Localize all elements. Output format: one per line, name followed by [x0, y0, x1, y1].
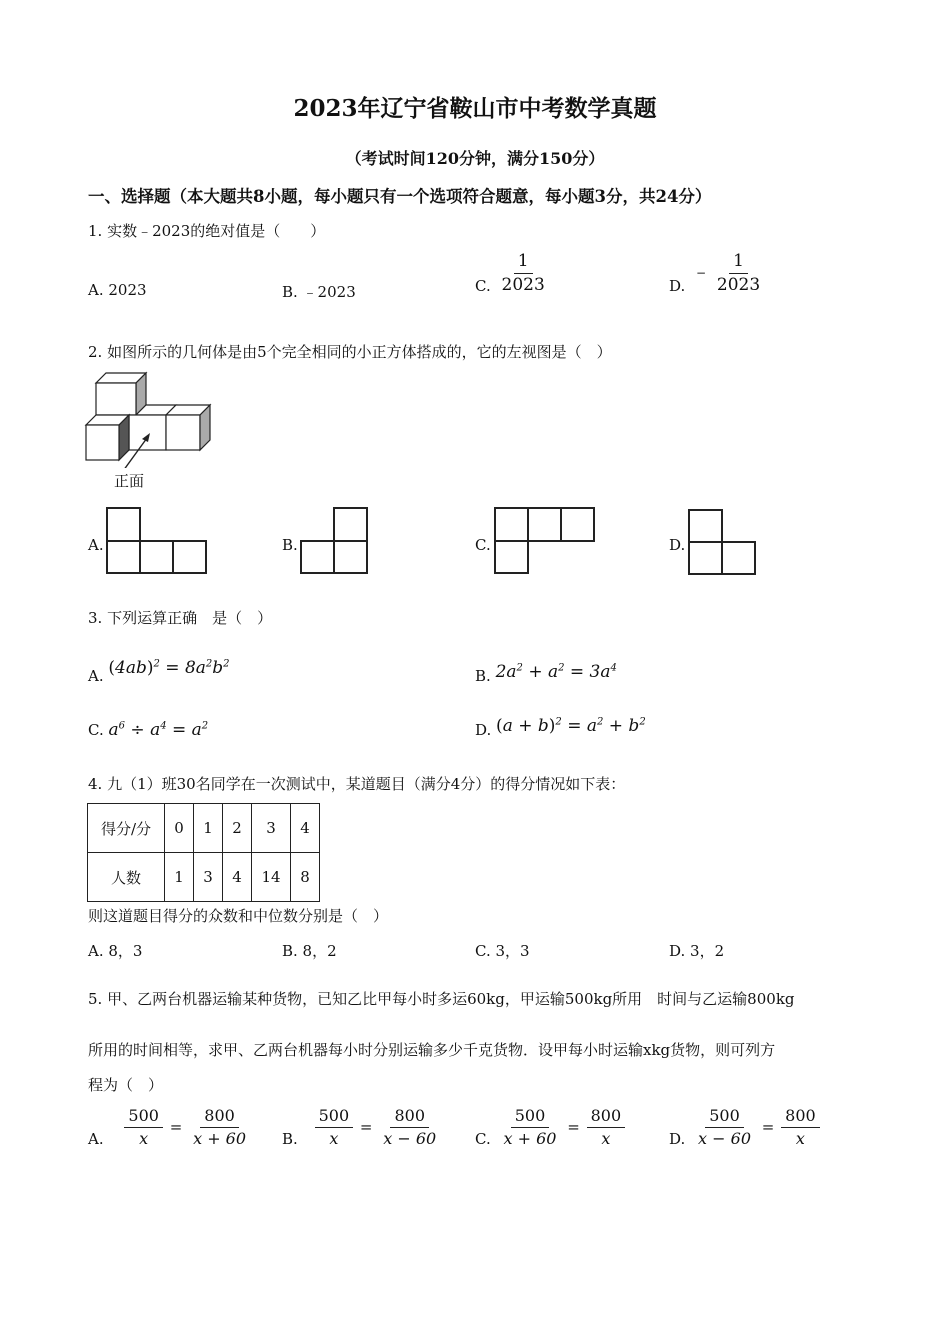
q2-option-a-label: A.	[88, 536, 104, 554]
fraction-numerator: 800	[587, 1107, 626, 1128]
table-cell: 8	[291, 853, 320, 902]
q5-option-a-label: A.	[88, 1130, 104, 1149]
fraction-numerator: 800	[200, 1107, 239, 1128]
q1-option-d-fraction	[713, 252, 764, 294]
cube-figure	[84, 368, 214, 468]
q2-option-b-figure	[299, 506, 371, 576]
q3-option-d	[475, 716, 646, 739]
q2-option-c-label: C.	[475, 536, 491, 554]
q4-option-b: B. 8，2	[282, 942, 337, 960]
fraction-numerator: 1	[514, 252, 533, 274]
question-4-followup: 则这道题目得分的众数和中位数分别是（ ）	[88, 907, 389, 925]
q1-option-a: A. 2023	[88, 281, 147, 299]
q2-option-a-figure	[105, 506, 209, 576]
table-header-cell: 得分/分	[88, 804, 165, 853]
q5-option-d-label: D.	[669, 1130, 686, 1149]
q1-option-c	[475, 252, 551, 294]
fraction-right	[587, 1107, 626, 1147]
page-title: 2023年辽宁省鞍山市中考数学真题	[293, 95, 657, 122]
q3-option-b-label: B.	[475, 667, 491, 685]
question-2-stem: 2. 如图所示的几何体是由5个完全相同的小正方体搭成的，它的左视图是（ ）	[88, 343, 612, 361]
table-cell: 4	[291, 804, 320, 853]
fraction-numerator: 500	[705, 1107, 744, 1128]
fraction-left	[124, 1107, 163, 1147]
q1-option-c-label: C.	[475, 277, 491, 296]
question-5-line-3: 程为（ ）	[88, 1076, 164, 1094]
fraction-numerator: 800	[781, 1107, 820, 1128]
fraction-denominator: x	[601, 1128, 611, 1148]
table-cell: 2	[223, 804, 252, 853]
q1-option-c-fraction	[498, 252, 549, 294]
q5-option-a	[88, 1107, 252, 1147]
q2-option-d-label: D.	[669, 536, 686, 554]
equals-sign: =	[567, 1118, 580, 1137]
equals-sign: =	[761, 1118, 775, 1137]
q3-option-c-expression: $a^6 \div a^4 = a^2$	[108, 720, 209, 740]
section-heading: 一、选择题（本大题共8小题，每小题只有一个选项符合题意，每小题3分，共24分）	[88, 187, 712, 206]
table-row	[88, 853, 320, 902]
table-cell: 3	[194, 853, 223, 902]
fraction-denominator: 2023	[716, 274, 761, 295]
front-label: 正面	[114, 472, 145, 490]
q1-option-b: B. ﹣2023	[282, 283, 356, 301]
question-5-line-1: 5. 甲、乙两台机器运输某种货物，已知乙比甲每小时多运60kg，甲运输500kg所用 时间与乙运输800kg	[88, 990, 795, 1008]
q3-option-c-label: C.	[88, 721, 104, 739]
fraction-denominator: x + 60	[503, 1128, 557, 1148]
table-cell: 14	[252, 853, 291, 902]
fraction-left	[500, 1107, 561, 1147]
table-row	[88, 804, 320, 853]
fraction-denominator: x	[139, 1128, 149, 1148]
table-cell: 0	[165, 804, 194, 853]
q1-option-d-label: D.	[669, 277, 686, 296]
page-subtitle: （考试时间120分钟，满分150分）	[345, 149, 605, 168]
question-5-line-2: 所用的时间相等，求甲、乙两台机器每小时分别运输多少千克货物．设甲每小时运输xkg货物，则可列方	[88, 1041, 776, 1059]
q3-option-b-expression: $2a^2 + a^2 = 3a^4$	[495, 662, 617, 682]
q4-option-d: D. 3，2	[669, 942, 725, 960]
q5-option-c	[475, 1107, 627, 1147]
score-table	[87, 803, 320, 902]
q5-option-d	[669, 1107, 822, 1147]
question-4-stem: 4. 九（1）班30名同学在一次测试中，某道题目（满分4分）的得分情况如下表：	[88, 775, 626, 793]
q3-option-a-expression: $(4ab)^2 = 8a^2b^2$	[108, 658, 230, 678]
fraction-left	[694, 1107, 755, 1147]
fraction-denominator: x	[329, 1128, 339, 1148]
q1-option-d	[669, 252, 766, 294]
fraction-right	[189, 1107, 250, 1147]
fraction-denominator: x − 60	[383, 1128, 437, 1148]
q5-option-b	[282, 1107, 442, 1147]
q3-option-d-label: D.	[475, 721, 492, 739]
fraction-denominator: 2023	[501, 274, 545, 295]
fraction-numerator: 500	[124, 1107, 163, 1128]
fraction-right	[781, 1107, 820, 1147]
table-cell: 1	[165, 853, 194, 902]
equals-sign: =	[169, 1118, 183, 1137]
equals-sign: =	[359, 1118, 373, 1137]
table-header-cell: 人数	[88, 853, 165, 902]
fraction-denominator: x	[795, 1128, 805, 1148]
q4-option-c: C. 3，3	[475, 942, 530, 960]
question-1-stem: 1. 实数﹣2023的绝对值是（ ）	[88, 222, 326, 240]
q5-option-b-label: B.	[282, 1130, 298, 1149]
q2-option-c-figure	[493, 506, 597, 576]
q2-option-d-figure	[687, 508, 759, 578]
fraction-denominator: x − 60	[698, 1128, 752, 1148]
table-cell: 3	[252, 804, 291, 853]
fraction-right	[379, 1107, 440, 1147]
q3-option-b	[475, 662, 617, 685]
q3-option-a	[88, 658, 230, 685]
q3-option-d-expression: $(a + b)^2 = a^2 + b^2$	[496, 716, 646, 736]
table-cell: 4	[223, 853, 252, 902]
q3-option-a-label: A.	[88, 667, 104, 685]
question-3-stem: 3. 下列运算正确 是（ ）	[88, 609, 273, 627]
q2-option-b-label: B.	[282, 536, 298, 554]
fraction-numerator: 800	[390, 1107, 429, 1128]
q4-option-a: A. 8，3	[88, 942, 143, 960]
q3-option-c	[88, 720, 208, 740]
table-cell: 1	[194, 804, 223, 853]
q1-option-d-sign: −	[696, 266, 707, 281]
fraction-denominator: x + 60	[193, 1128, 247, 1148]
fraction-numerator: 1	[729, 252, 748, 274]
fraction-numerator: 500	[315, 1107, 354, 1128]
fraction-left	[315, 1107, 354, 1147]
q5-option-c-label: C.	[475, 1130, 491, 1149]
fraction-numerator: 500	[511, 1107, 550, 1128]
